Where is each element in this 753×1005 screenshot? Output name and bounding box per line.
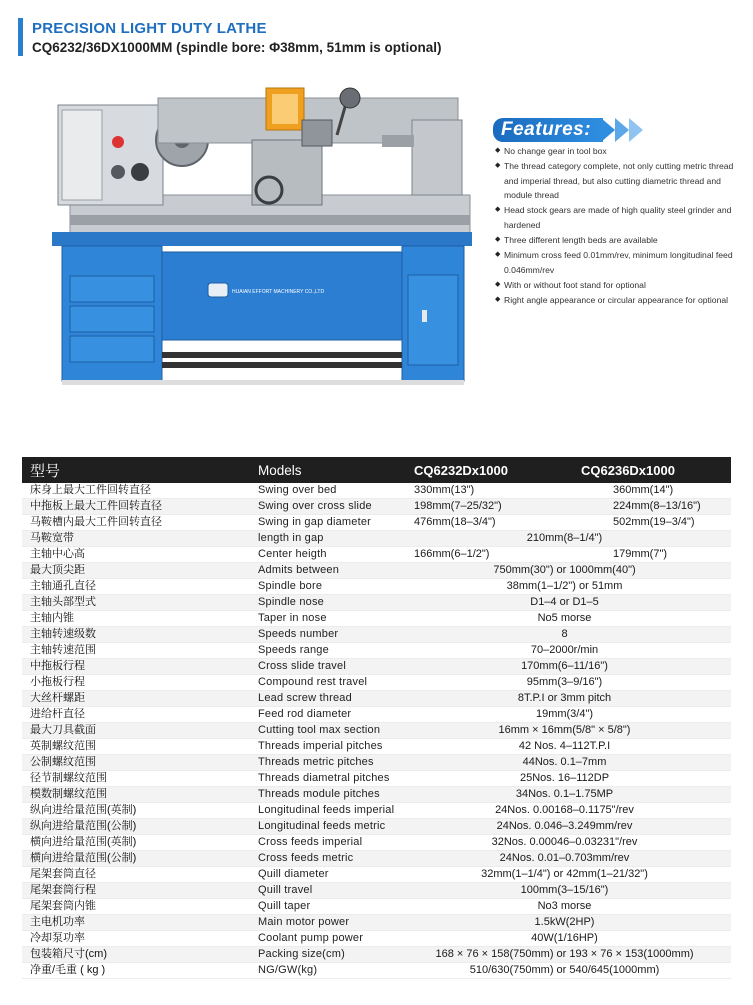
- spec-value-shared: D1–4 or D1–5: [408, 595, 731, 611]
- spec-value-shared: 24Nos. 0.046–3.249mm/rev: [408, 819, 731, 835]
- spec-label-en: Threads metric pitches: [230, 755, 408, 771]
- spec-label-en: Longitudinal feeds metric: [230, 819, 408, 835]
- feature-item: ◆ Head stock gears are made of high quality steel grinder and hardened: [495, 203, 740, 232]
- spec-row: [22, 771, 731, 787]
- spec-value-shared: 8: [408, 627, 731, 643]
- spec-label-en: Spindle nose: [230, 595, 408, 611]
- spec-label-en: Cross feeds metric: [230, 851, 408, 867]
- spec-label-en: NG/GW(kg): [230, 963, 408, 979]
- spec-value-shared: 38mm(1–1/2") or 51mm: [408, 579, 731, 595]
- spec-label-en: Swing over bed: [230, 483, 408, 499]
- door-handle: [422, 310, 427, 322]
- spec-row: [22, 883, 731, 899]
- spec-value-shared: 44Nos. 0.1–7mm: [408, 755, 731, 771]
- spec-row: [22, 691, 731, 707]
- feature-item: ◆ Right angle appearance or circular appearance for optional: [495, 293, 740, 308]
- spec-label-zh: 中拖板上最大工件回转直径: [22, 499, 230, 515]
- spec-value-shared: 70–2000r/min: [408, 643, 731, 659]
- nameplate-badge: [208, 283, 228, 297]
- drawer: [70, 336, 154, 362]
- header-models-en: Models: [230, 457, 408, 483]
- spec-label-en: Threads diametral pitches: [230, 771, 408, 787]
- spec-value-model-1: 166mm(6–1/2"): [408, 547, 573, 563]
- spec-value-shared: 8T.P.I or 3mm pitch: [408, 691, 731, 707]
- spec-label-en: length in gap: [230, 531, 408, 547]
- spec-value-shared: 34Nos. 0.1–1.75MP: [408, 787, 731, 803]
- spec-label-zh: 主轴中心高: [22, 547, 230, 563]
- spec-label-en: Admits between: [230, 563, 408, 579]
- spec-value-shared: 16mm × 16mm(5/8" × 5/8"): [408, 723, 731, 739]
- spec-value-shared: 95mm(3–9/16"): [408, 675, 731, 691]
- floor-shadow: [62, 380, 464, 385]
- spec-label-en: Spindle bore: [230, 579, 408, 595]
- chevron-right-icon: [615, 118, 629, 142]
- spec-row: [22, 947, 731, 963]
- spec-row: [22, 515, 731, 531]
- lathe-bed-rails: [70, 215, 470, 225]
- header-model-zh: 型号: [22, 457, 230, 483]
- lathe-machine-image: [22, 80, 480, 390]
- spec-label-zh: 主轴转速范围: [22, 643, 230, 659]
- features-title: Features:: [501, 119, 592, 140]
- tool-post: [302, 120, 332, 146]
- spec-label-zh: 主轴内锥: [22, 611, 230, 627]
- spec-row: [22, 787, 731, 803]
- spec-label-zh: 马鞍槽内最大工件回转直径: [22, 515, 230, 531]
- spec-label-zh: 最大刀具截面: [22, 723, 230, 739]
- front-panel: [162, 252, 402, 340]
- feature-item: ◆ With or without foot stand for optional: [495, 278, 740, 293]
- control-knob: [111, 165, 125, 179]
- spec-value-model-2: 502mm(19–3/4"): [573, 515, 731, 531]
- spec-label-zh: 大丝杆螺距: [22, 691, 230, 707]
- chip-tray: [52, 232, 472, 246]
- spec-label-zh: 包装箱尺寸(cm): [22, 947, 230, 963]
- foot-bar: [162, 352, 402, 358]
- page-title: PRECISION LIGHT DUTY LATHE: [32, 20, 267, 37]
- spec-label-zh: 马鞍宽带: [22, 531, 230, 547]
- spec-value-model-2: 360mm(14"): [573, 483, 731, 499]
- spec-row: [22, 915, 731, 931]
- header-model-2: CQ6236Dx1000: [573, 457, 731, 483]
- spec-row: [22, 675, 731, 691]
- spec-table: [22, 457, 731, 979]
- spec-label-zh: 尾架套筒直径: [22, 867, 230, 883]
- spec-value-model-2: 224mm(8–13/16"): [573, 499, 731, 515]
- drawer: [70, 306, 154, 332]
- spec-value-shared: No5 morse: [408, 611, 731, 627]
- spec-label-zh: 进给杆直径: [22, 707, 230, 723]
- spec-label-en: Quill travel: [230, 883, 408, 899]
- drawer: [70, 276, 154, 302]
- feature-item: ◆ No change gear in tool box: [495, 144, 740, 159]
- spec-label-zh: 床身上最大工件回转直径: [22, 483, 230, 499]
- tailstock-quill: [382, 135, 414, 147]
- spec-label-zh: 主轴转速级数: [22, 627, 230, 643]
- spec-label-zh: 横向进给量范围(公制): [22, 851, 230, 867]
- tailstock: [412, 120, 462, 195]
- spec-value-shared: 170mm(6–11/16"): [408, 659, 731, 675]
- nameplate-text: HUAIAN EFFORT MACHINERY CO.,LTD: [232, 289, 325, 295]
- spec-row: [22, 483, 731, 499]
- spec-label-zh: 公制螺纹范围: [22, 755, 230, 771]
- spec-row: [22, 643, 731, 659]
- spec-row: [22, 595, 731, 611]
- spec-value-shared: 210mm(8–1/4"): [408, 531, 731, 547]
- carriage: [252, 140, 322, 205]
- spec-label-en: Threads module pitches: [230, 787, 408, 803]
- spec-value-shared: 40W(1/16HP): [408, 931, 731, 947]
- spec-label-zh: 尾架套筒内锥: [22, 899, 230, 915]
- spec-value-model-1: 198mm(7–25/32"): [408, 499, 573, 515]
- spec-value-model-1: 476mm(18–3/4"): [408, 515, 573, 531]
- spec-label-en: Speeds range: [230, 643, 408, 659]
- spec-row: [22, 899, 731, 915]
- spec-label-en: Feed rod diameter: [230, 707, 408, 723]
- spec-value-shared: 510/630(750mm) or 540/645(1000mm): [408, 963, 731, 979]
- chuck-guard-window: [272, 94, 298, 124]
- spec-label-en: Cutting tool max section: [230, 723, 408, 739]
- spec-label-zh: 纵向进给量范围(英制): [22, 803, 230, 819]
- spec-row: [22, 579, 731, 595]
- spec-label-zh: 冷却泵功率: [22, 931, 230, 947]
- spec-label-en: Main motor power: [230, 915, 408, 931]
- spec-label-zh: 最大顶尖距: [22, 563, 230, 579]
- spec-label-en: Swing over cross slide: [230, 499, 408, 515]
- spec-label-zh: 径节制螺纹范围: [22, 771, 230, 787]
- spec-value-shared: 24Nos. 0.01–0.703mm/rev: [408, 851, 731, 867]
- spec-label-en: Quill taper: [230, 899, 408, 915]
- spec-label-zh: 尾架套筒行程: [22, 883, 230, 899]
- spec-label-zh: 模数制螺纹范围: [22, 787, 230, 803]
- spec-label-zh: 纵向进给量范围(公制): [22, 819, 230, 835]
- work-lamp: [340, 88, 360, 108]
- chevron-right-icon: [601, 118, 615, 142]
- spec-row: [22, 851, 731, 867]
- feature-item: ◆ Minimum cross feed 0.01mm/rev, minimum longitudinal feed 0.046mm/rev: [495, 248, 740, 277]
- spec-label-zh: 中拖板行程: [22, 659, 230, 675]
- spec-row: [22, 531, 731, 547]
- spec-label-en: Lead screw thread: [230, 691, 408, 707]
- spec-value-shared: 32Nos. 0.00046–0.03231"/rev: [408, 835, 731, 851]
- features-badge: [493, 118, 653, 142]
- spec-row: [22, 563, 731, 579]
- spec-body: [22, 483, 731, 979]
- spec-label-en: Packing size(cm): [230, 947, 408, 963]
- spec-value-shared: 32mm(1–1/4") or 42mm(1–21/32"): [408, 867, 731, 883]
- spec-row: [22, 499, 731, 515]
- spec-label-en: Threads imperial pitches: [230, 739, 408, 755]
- header-model-1: CQ6232Dx1000: [408, 457, 573, 483]
- spec-label-zh: 横向进给量范围(英制): [22, 835, 230, 851]
- spec-label-zh: 主轴头部型式: [22, 595, 230, 611]
- spec-label-zh: 净重/毛重 ( kg ): [22, 963, 230, 979]
- spec-label-en: Longitudinal feeds imperial: [230, 803, 408, 819]
- spec-label-en: Quill diameter: [230, 867, 408, 883]
- title-accent-bar: [18, 18, 23, 56]
- spec-row: [22, 627, 731, 643]
- spec-row: [22, 547, 731, 563]
- spec-row: [22, 707, 731, 723]
- spec-row: [22, 819, 731, 835]
- spec-label-zh: 小拖板行程: [22, 675, 230, 691]
- spec-value-model-1: 330mm(13"): [408, 483, 573, 499]
- headstock-panel: [62, 110, 102, 200]
- spec-header-row: [22, 457, 731, 483]
- spec-value-model-2: 179mm(7"): [573, 547, 731, 563]
- spec-value-shared: 42 Nos. 4–112T.P.I: [408, 739, 731, 755]
- spec-row: [22, 835, 731, 851]
- spec-label-en: Cross feeds imperial: [230, 835, 408, 851]
- spec-label-zh: 主电机功率: [22, 915, 230, 931]
- spec-row: [22, 723, 731, 739]
- spec-label-en: Taper in nose: [230, 611, 408, 627]
- spec-row: [22, 659, 731, 675]
- foot-bar: [162, 362, 402, 368]
- spec-value-shared: 168 × 76 × 158(750mm) or 193 × 76 × 153(1000mm): [408, 947, 731, 963]
- feature-item: ◆ The thread category complete, not only cutting metric thread and imperial thread, but also cutting diametric thread and module thread: [495, 159, 740, 203]
- spec-label-zh: 主轴通孔直径: [22, 579, 230, 595]
- spec-label-en: Center heigth: [230, 547, 408, 563]
- features-list: [495, 144, 740, 308]
- spec-value-shared: 25Nos. 16–112DP: [408, 771, 731, 787]
- spec-value-shared: 24Nos. 0.00168–0.1175"/rev: [408, 803, 731, 819]
- cabinet-door: [408, 275, 458, 365]
- spec-row: [22, 931, 731, 947]
- spec-value-shared: 750mm(30") or 1000mm(40"): [408, 563, 731, 579]
- spec-label-en: Coolant pump power: [230, 931, 408, 947]
- chevron-right-icon: [629, 118, 643, 142]
- spec-row: [22, 755, 731, 771]
- spec-value-shared: No3 morse: [408, 899, 731, 915]
- spec-row: [22, 611, 731, 627]
- spec-row: [22, 803, 731, 819]
- spec-label-en: Compound rest travel: [230, 675, 408, 691]
- spec-label-en: Cross slide travel: [230, 659, 408, 675]
- feature-item: ◆ Three different length beds are available: [495, 233, 740, 248]
- control-knob: [131, 163, 149, 181]
- spec-value-shared: 19mm(3/4"): [408, 707, 731, 723]
- spec-row: [22, 739, 731, 755]
- spec-value-shared: 1.5kW(2HP): [408, 915, 731, 931]
- spec-label-zh: 英制螺纹范围: [22, 739, 230, 755]
- spec-label-en: Swing in gap diameter: [230, 515, 408, 531]
- spec-label-en: Speeds number: [230, 627, 408, 643]
- spec-row: [22, 963, 731, 979]
- page-subtitle: CQ6232/36DX1000MM (spindle bore: Φ38mm, 51mm is optional): [32, 40, 442, 55]
- spec-row: [22, 867, 731, 883]
- spec-value-shared: 100mm(3–15/16"): [408, 883, 731, 899]
- control-knob-red: [112, 136, 124, 148]
